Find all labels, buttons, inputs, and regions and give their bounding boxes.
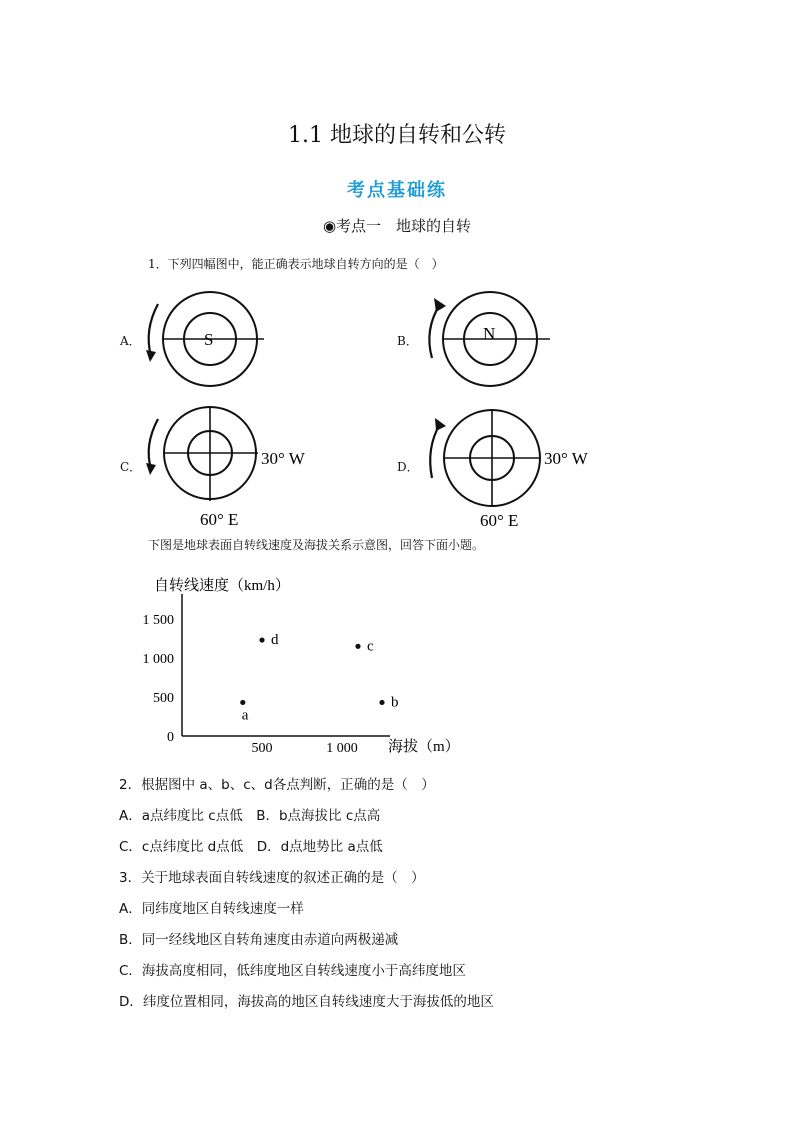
data-point-b bbox=[379, 700, 384, 705]
diagram-c-bottom-label: 60° E bbox=[200, 510, 239, 529]
diagram-b bbox=[418, 290, 558, 390]
option-c-label: C． bbox=[120, 460, 142, 474]
y-tick-label: 1 000 bbox=[142, 652, 174, 667]
topic-heading: ◉考点一 地球的自转 bbox=[322, 217, 472, 235]
data-point-c bbox=[355, 644, 360, 649]
question-3-option-b: B．同一经线地区自转角速度由赤道向两极递减 bbox=[119, 932, 399, 948]
diagram-a bbox=[138, 290, 278, 390]
data-point-label-b: b bbox=[391, 694, 399, 711]
diagram-d-bottom-label: 60° E bbox=[480, 511, 519, 530]
data-point-label-a: a bbox=[241, 707, 249, 724]
question-1-stem: 1．下列四幅图中，能正确表示地球自转方向的是（ ） bbox=[148, 257, 444, 271]
y-tick-label: 1 500 bbox=[142, 613, 174, 628]
x-tick-label: 1 000 bbox=[326, 741, 358, 756]
intro-text: 下图是地球表面自转线速度及海拔关系示意图，回答下面小题。 bbox=[148, 538, 485, 552]
diagram-c-right-label: 30° W bbox=[261, 449, 305, 468]
chart-x-label: 海拔（m） bbox=[388, 739, 460, 755]
diagram-c bbox=[138, 405, 318, 530]
data-point-a bbox=[240, 700, 245, 705]
data-point-label-c: c bbox=[367, 638, 374, 655]
chart-y-label: 自转线速度（km/h） bbox=[154, 578, 290, 594]
question-3-option-c: C．海拔高度相同，低纬度地区自转线速度小于高纬度地区 bbox=[119, 963, 466, 979]
question-2-options-ab: A．a点纬度比 c点低 B．b点海拔比 c点高 bbox=[119, 808, 381, 824]
page-title: 1.1 地球的自转和公转 bbox=[288, 123, 506, 148]
data-point-d bbox=[259, 637, 264, 642]
diagram-d-right-label: 30° W bbox=[544, 449, 588, 468]
speed-altitude-chart bbox=[120, 570, 480, 760]
diagram-d bbox=[418, 408, 598, 533]
question-3-option-a: A．同纬度地区自转线速度一样 bbox=[119, 901, 304, 917]
option-a-label: A． bbox=[120, 334, 141, 348]
question-3-option-d: D．纬度位置相同，海拔高的地区自转线速度大于海拔低的地区 bbox=[119, 994, 494, 1010]
option-d-label: D． bbox=[397, 460, 419, 474]
question-3-stem: 3．关于地球表面自转线速度的叙述正确的是（ ） bbox=[119, 870, 425, 886]
section-subtitle: 考点基础练 bbox=[347, 180, 447, 201]
diagram-a-center-label: S bbox=[204, 330, 214, 349]
data-point-label-d: d bbox=[271, 632, 279, 649]
question-2-stem: 2．根据图中 a、b、c、d各点判断，正确的是（ ） bbox=[119, 777, 435, 793]
x-tick-label: 500 bbox=[251, 741, 273, 756]
diagram-b-center-label: N bbox=[483, 324, 496, 343]
question-2-options-cd: C．c点纬度比 d点低 D．d点地势比 a点低 bbox=[119, 839, 383, 855]
y-tick-label: 500 bbox=[153, 691, 174, 706]
y-tick-label: 0 bbox=[167, 730, 174, 745]
option-b-label: B． bbox=[397, 334, 418, 348]
